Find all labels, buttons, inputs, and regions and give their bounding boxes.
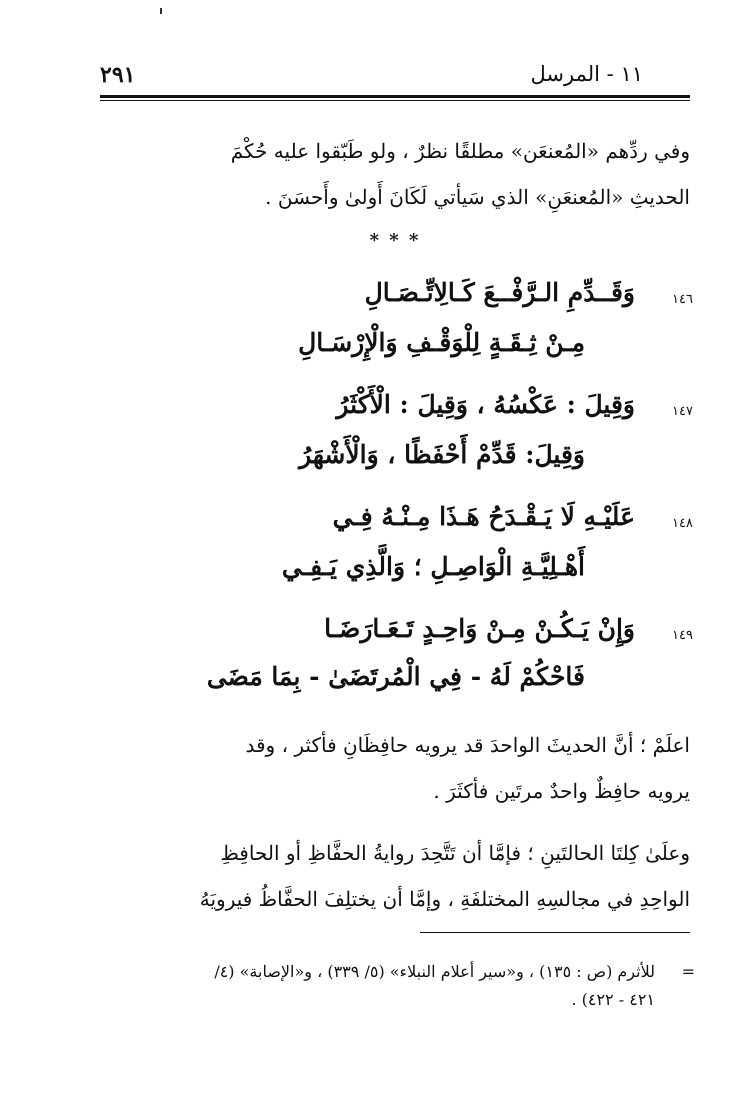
header-rule-thick	[100, 95, 690, 98]
explanation-paragraph	[100, 722, 690, 814]
intro-line-1: وفي ردِّهم «المُعنعَن» مطلقًا نظرٌ ، ولو طَبّقوا عليه حُكْمَ	[230, 139, 690, 163]
verse-second-hemistich: أَهْـلِيَّـةِ الْوَاصِـلِ ؛ وَالَّذِي يَـفِـي	[281, 552, 585, 581]
footnote-line-1: للأثرم (ص : ١٣٥) ، و«سير أعلام النبلاء» (٥/ ٣٣٩) ، و«الإصابة» (٤/	[214, 962, 655, 981]
verse-first-hemistich: وَقَــدِّمِ الـرَّفْــعَ كَـالِاتِّـصَـالِ	[364, 278, 635, 307]
section-separator: * * *	[369, 230, 421, 251]
scan-mark	[160, 8, 162, 14]
explanation-line-2: يرويه حافِظٌ واحدٌ مرتَين فأكثَرَ .	[433, 779, 690, 803]
intro-line-2: الحديثِ «المُعنعَنِ» الذي سَيأتي لَكَانَ أَولىٰ وأَحسَنَ .	[265, 185, 690, 209]
header-rule-thin	[100, 100, 690, 101]
verse-first-hemistich: وَإِنْ يَـكُـنْ مِـنْ وَاحِـدٍ تَـعَـارَضَـا	[324, 614, 635, 643]
intro-paragraph	[100, 128, 690, 220]
page-number: ٢٩١	[100, 62, 136, 88]
verse-number: ١٤٨	[672, 516, 693, 531]
verse-number: ١٤٦	[672, 292, 693, 307]
footnote-marker: =	[681, 962, 695, 981]
verse-number: ١٤٩	[672, 628, 693, 643]
footnote-rule	[420, 932, 690, 933]
footnote-line-2: ٤٢١ - ٤٢٢) .	[571, 990, 655, 1009]
continuation-line-1: وعلَىٰ كِلتَا الحالتَينِ ؛ فإمَّا أن تَتَّحِدَ روايةُ الحفَّاظِ أو الحافِظِ	[220, 841, 690, 865]
verse-second-hemistich: وَقِيلَ: قَدِّمْ أَحْفَظًا ، وَالْأَشْهَرُ	[299, 440, 585, 469]
explanation-line-1: اعلَمْ ؛ أنَّ الحديثَ الواحدَ قد يرويه حافِظَانِ فأكثر ، وقد	[245, 733, 690, 757]
verse-first-hemistich: وَقِيلَ : عَكْسُهُ ، وَقِيلَ : الْأَكْثَرُ	[336, 390, 635, 419]
continuation-line-2: الواحِدِ في مجالسِهِ المختلفَةِ ، وإمَّا أن يختلِفَ الحفَّاظُ فيرويَهُ	[199, 887, 690, 911]
chapter-title: ١١ - المرسل	[530, 62, 643, 86]
verse-second-hemistich: مِـنْ ثِـقَـةٍ لِلْوَقْـفِ وَالْإِرْسَـالِ	[298, 328, 585, 357]
footnote	[95, 958, 695, 1014]
verse-number: ١٤٧	[672, 404, 693, 419]
verse-first-hemistich: عَلَيْـهِ لَا يَـقْـدَحُ هَـذَا مِـنْـهُ فِـي	[332, 502, 635, 531]
verse-second-hemistich: فَاحْكُمْ لَهُ - فِي الْمُرتَضَىٰ - بِمَا مَضَى	[206, 662, 585, 691]
continuation-paragraph	[100, 830, 690, 922]
